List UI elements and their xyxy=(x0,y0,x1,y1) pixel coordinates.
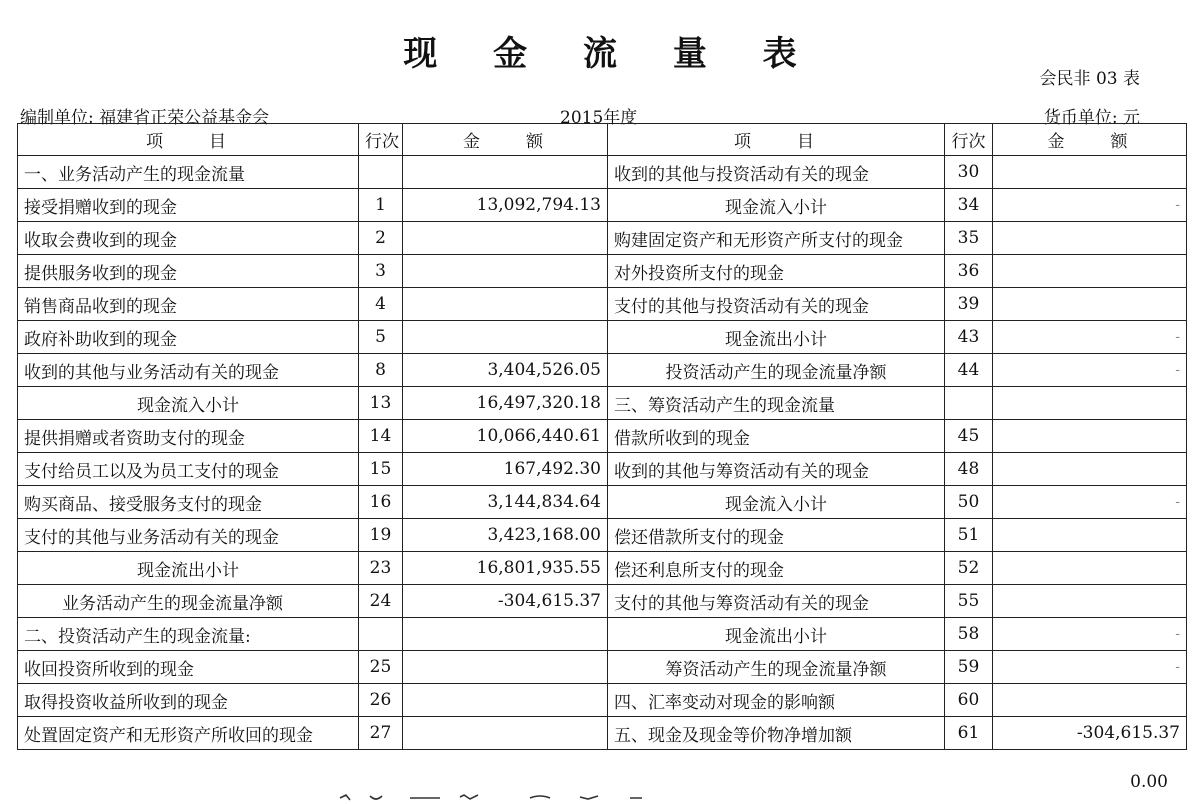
left-amount xyxy=(403,156,608,189)
left-row-no xyxy=(359,156,403,189)
page-title: 现 金 流 量 表 xyxy=(403,34,819,74)
left-row-no: 16 xyxy=(359,486,403,519)
header-item-right: 项 目 xyxy=(608,124,945,156)
left-row-no: 25 xyxy=(359,651,403,684)
right-amount xyxy=(993,288,1187,321)
left-item-label: 二、投资活动产生的现金流量: xyxy=(18,618,359,651)
right-row-no: 35 xyxy=(945,222,993,255)
right-amount xyxy=(993,387,1187,420)
left-item-label: 现金流入小计 xyxy=(18,387,359,420)
left-amount xyxy=(403,684,608,717)
left-row-no: 24 xyxy=(359,585,403,618)
right-item-label: 偿还借款所支付的现金 xyxy=(608,519,945,552)
right-row-no: 36 xyxy=(945,255,993,288)
left-row-no: 1 xyxy=(359,189,403,222)
table-row xyxy=(18,519,1187,552)
right-row-no: 39 xyxy=(945,288,993,321)
right-item-label: 筹资活动产生的现金流量净额 xyxy=(608,651,945,684)
right-amount xyxy=(993,453,1187,486)
right-item-label: 现金流出小计 xyxy=(608,618,945,651)
right-row-no: 59 xyxy=(945,651,993,684)
right-amount xyxy=(993,420,1187,453)
right-item-label: 支付的其他与筹资活动有关的现金 xyxy=(608,585,945,618)
left-amount xyxy=(403,618,608,651)
left-item-label: 支付给员工以及为员工支付的现金 xyxy=(18,453,359,486)
left-item-label: 收取会费收到的现金 xyxy=(18,222,359,255)
left-item-label: 处置固定资产和无形资产所收回的现金 xyxy=(18,717,359,750)
table-row xyxy=(18,684,1187,717)
right-amount xyxy=(993,684,1187,717)
table-row xyxy=(18,156,1187,189)
table-row xyxy=(18,255,1187,288)
left-item-label: 提供服务收到的现金 xyxy=(18,255,359,288)
right-item-label: 支付的其他与投资活动有关的现金 xyxy=(608,288,945,321)
left-row-no: 19 xyxy=(359,519,403,552)
table-row xyxy=(18,651,1187,684)
right-row-no: 44 xyxy=(945,354,993,387)
right-row-no: 52 xyxy=(945,552,993,585)
left-amount: 16,497,320.18 xyxy=(403,387,608,420)
right-item-label: 现金流出小计 xyxy=(608,321,945,354)
table-row xyxy=(18,354,1187,387)
left-amount: 3,404,526.05 xyxy=(403,354,608,387)
right-item-label: 收到的其他与筹资活动有关的现金 xyxy=(608,453,945,486)
left-row-no: 23 xyxy=(359,552,403,585)
left-row-no xyxy=(359,618,403,651)
left-amount xyxy=(403,255,608,288)
left-amount xyxy=(403,288,608,321)
reporting-unit: 编制单位: 福建省正荣公益基金会 xyxy=(20,108,270,128)
table-row xyxy=(18,552,1187,585)
left-item-label: 接受捐赠收到的现金 xyxy=(18,189,359,222)
table-header-row xyxy=(18,124,1187,156)
right-row-no xyxy=(945,387,993,420)
right-row-no: 34 xyxy=(945,189,993,222)
right-item-label: 现金流入小计 xyxy=(608,189,945,222)
table-row xyxy=(18,453,1187,486)
right-item-label: 现金流入小计 xyxy=(608,486,945,519)
right-item-label: 对外投资所支付的现金 xyxy=(608,255,945,288)
left-amount: 16,801,935.55 xyxy=(403,552,608,585)
left-item-label: 一、业务活动产生的现金流量 xyxy=(18,156,359,189)
right-item-label: 四、汇率变动对现金的影响额 xyxy=(608,684,945,717)
table-row xyxy=(18,387,1187,420)
right-row-no: 58 xyxy=(945,618,993,651)
left-item-label: 现金流出小计 xyxy=(18,552,359,585)
left-item-label: 支付的其他与业务活动有关的现金 xyxy=(18,519,359,552)
left-row-no: 14 xyxy=(359,420,403,453)
cash-flow-table xyxy=(17,123,1187,750)
right-amount: -304,615.37 xyxy=(993,717,1187,750)
left-amount: 10,066,440.61 xyxy=(403,420,608,453)
right-item-label: 投资活动产生的现金流量净额 xyxy=(608,354,945,387)
table-row xyxy=(18,618,1187,651)
left-amount: 3,423,168.00 xyxy=(403,519,608,552)
left-row-no: 8 xyxy=(359,354,403,387)
left-item-label: 取得投资收益所收到的现金 xyxy=(18,684,359,717)
left-row-no: 13 xyxy=(359,387,403,420)
header-amount-right: 金 额 xyxy=(993,124,1187,156)
left-item-label: 购买商品、接受服务支付的现金 xyxy=(18,486,359,519)
left-amount: -304,615.37 xyxy=(403,585,608,618)
table-row xyxy=(18,585,1187,618)
left-amount xyxy=(403,717,608,750)
currency-unit: 货币单位: 元 xyxy=(1043,108,1140,128)
right-row-no: 60 xyxy=(945,684,993,717)
header-row-no-right: 行次 xyxy=(945,124,993,156)
left-amount: 13,092,794.13 xyxy=(403,189,608,222)
table-row xyxy=(18,486,1187,519)
report-period: 2015年度 xyxy=(560,108,638,128)
left-row-no: 15 xyxy=(359,453,403,486)
left-item-label: 业务活动产生的现金流量净额 xyxy=(18,585,359,618)
right-item-label: 五、现金及现金等价物净增加额 xyxy=(608,717,945,750)
right-row-no: 48 xyxy=(945,453,993,486)
right-row-no: 30 xyxy=(945,156,993,189)
right-row-no: 45 xyxy=(945,420,993,453)
left-row-no: 2 xyxy=(359,222,403,255)
left-amount xyxy=(403,321,608,354)
left-amount xyxy=(403,222,608,255)
right-row-no: 51 xyxy=(945,519,993,552)
form-code: 会民非 03 表 xyxy=(1039,69,1140,89)
right-item-label: 借款所收到的现金 xyxy=(608,420,945,453)
right-amount xyxy=(993,519,1187,552)
left-item-label: 销售商品收到的现金 xyxy=(18,288,359,321)
right-amount xyxy=(993,156,1187,189)
right-amount xyxy=(993,585,1187,618)
right-row-no: 55 xyxy=(945,585,993,618)
right-row-no: 43 xyxy=(945,321,993,354)
right-amount: - xyxy=(993,486,1187,519)
right-amount: - xyxy=(993,618,1187,651)
left-row-no: 27 xyxy=(359,717,403,750)
left-item-label: 收到的其他与业务活动有关的现金 xyxy=(18,354,359,387)
right-amount xyxy=(993,255,1187,288)
left-row-no: 4 xyxy=(359,288,403,321)
header-row-no-left: 行次 xyxy=(359,124,403,156)
right-amount: - xyxy=(993,651,1187,684)
right-row-no: 61 xyxy=(945,717,993,750)
left-item-label: 收回投资所收到的现金 xyxy=(18,651,359,684)
header-item-left: 项 目 xyxy=(18,124,359,156)
right-amount xyxy=(993,552,1187,585)
right-amount: - xyxy=(993,354,1187,387)
left-item-label: 提供捐赠或者资助支付的现金 xyxy=(18,420,359,453)
right-item-label: 偿还利息所支付的现金 xyxy=(608,552,945,585)
footer-value: 0.00 xyxy=(1130,772,1168,792)
right-item-label: 三、筹资活动产生的现金流量 xyxy=(608,387,945,420)
right-item-label: 收到的其他与投资活动有关的现金 xyxy=(608,156,945,189)
header-amount-left: 金 额 xyxy=(403,124,608,156)
left-row-no: 5 xyxy=(359,321,403,354)
right-amount: - xyxy=(993,321,1187,354)
left-amount xyxy=(403,651,608,684)
right-amount: - xyxy=(993,189,1187,222)
left-row-no: 3 xyxy=(359,255,403,288)
left-amount: 167,492.30 xyxy=(403,453,608,486)
table-row xyxy=(18,321,1187,354)
right-item-label: 购建固定资产和无形资产所支付的现金 xyxy=(608,222,945,255)
left-row-no: 26 xyxy=(359,684,403,717)
left-item-label: 政府补助收到的现金 xyxy=(18,321,359,354)
table-row xyxy=(18,717,1187,750)
table-row xyxy=(18,222,1187,255)
table-row xyxy=(18,189,1187,222)
table-row xyxy=(18,420,1187,453)
table-row xyxy=(18,288,1187,321)
left-amount: 3,144,834.64 xyxy=(403,486,608,519)
right-amount xyxy=(993,222,1187,255)
right-row-no: 50 xyxy=(945,486,993,519)
handwriting-mark xyxy=(330,792,690,804)
